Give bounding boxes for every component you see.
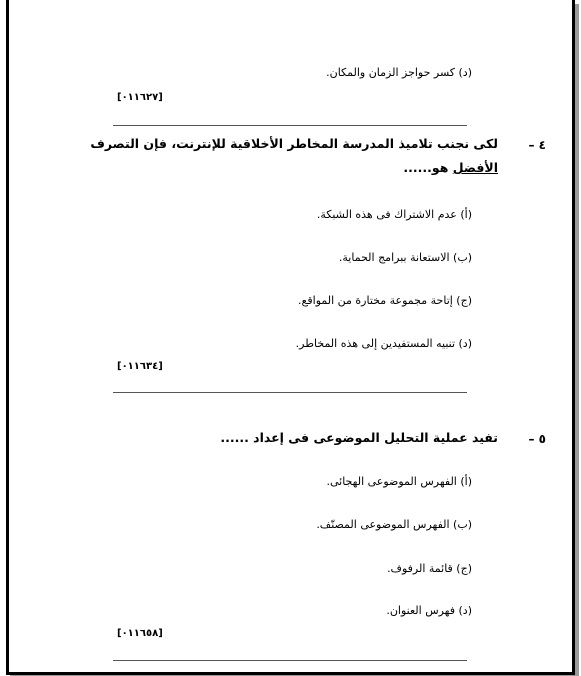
q5-option-d: (د) فهرس العنوان. [386, 604, 472, 617]
q4-text-line2 [58, 156, 498, 180]
q4-option-c: (ج) إتاحة مجموعة مختارة من المواقع. [298, 294, 472, 307]
prev-option-d: (د) كسر حواجز الزمان والمكان. [326, 66, 472, 79]
q5-option-b: (ب) الفهرس الموضوعى المصنّف. [316, 518, 472, 531]
q5-text: تفيد عملية التحليل الموضوعى فى إعداد ...... [220, 430, 498, 445]
separator-line [113, 660, 467, 661]
separator-line [113, 392, 467, 393]
exam-page [6, 0, 575, 675]
q4-text-rest: هو...... [403, 160, 453, 175]
q4-option-b: (ب) الاستعانة ببرامج الحماية. [338, 251, 472, 264]
q5-option-c: (ج) قائمة الرفوف. [387, 562, 472, 575]
q4-option-d: (د) تنبيه المستفيدين إلى هذه المخاطر. [295, 337, 472, 350]
q4-underlined-word: الأفضل [452, 160, 498, 175]
prev-question-code: [٠١١٦٢٧] [117, 92, 163, 103]
separator-line [113, 125, 467, 126]
q5-option-a: (أ) الفهرس الموضوعى الهجائى. [326, 475, 472, 488]
q5-number: ٥ – [528, 432, 546, 446]
q5-code: [٠١١٦٥٨] [117, 628, 163, 639]
q4-option-a: (أ) عدم الاشتراك فى هذه الشبكة. [316, 208, 472, 221]
q4-number: ٤ – [528, 138, 546, 152]
q4-text-line1: لكى نجنب تلاميذ المدرسة المخاطر الأخلاقية للإنترنت، فإن التصرف [90, 136, 498, 151]
q4-code: [٠١١٦٣٤] [117, 361, 163, 372]
q4-text [58, 132, 498, 180]
